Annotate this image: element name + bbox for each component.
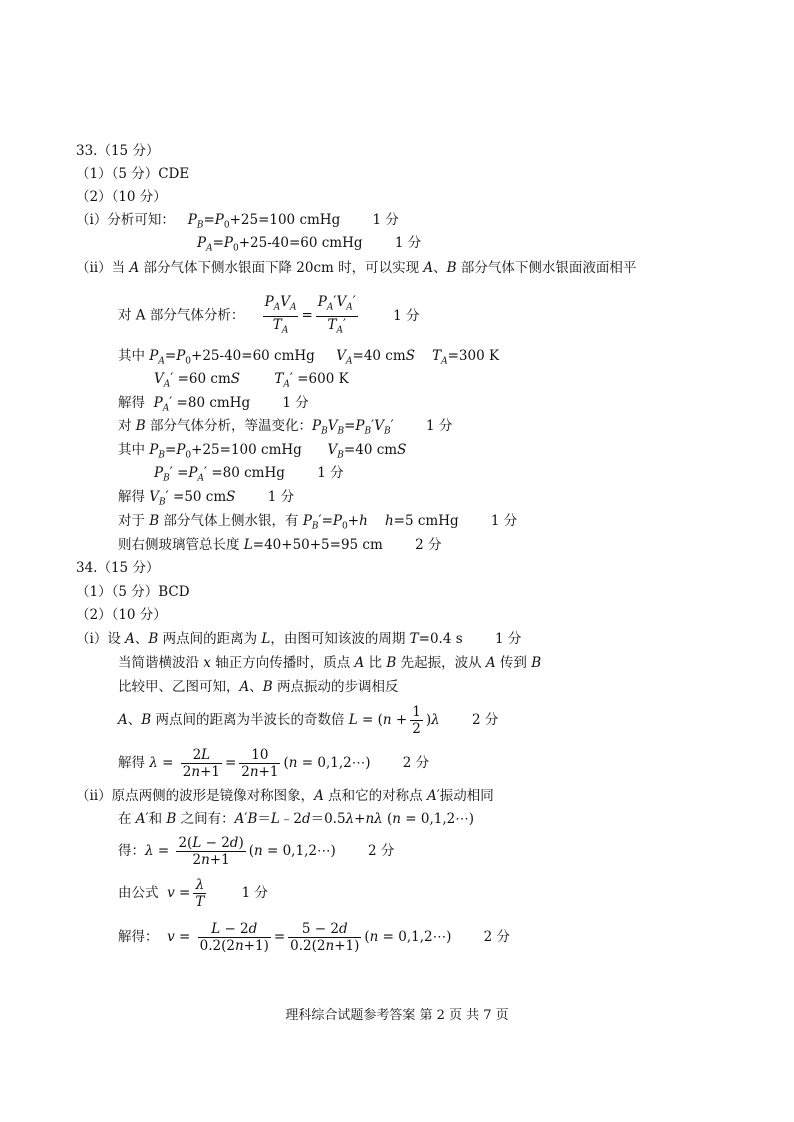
q34-i-line4: A、B 两点间的距离为半波长的奇数倍 L = (n + $\frac{1}{2}$ )λ 2 分: [118, 704, 499, 737]
q33-ii-c-points: 1 分: [490, 513, 518, 529]
q34-ii-line5: 解得： v = $\frac{L - 2d}{0.2(2n+1)}$ = $\frac{5 - 2d}{0.2(2n+1)}$ (n = 0,1,2⋯) 2 分: [118, 921, 511, 954]
q33-part2: （2）（10 分）: [76, 189, 167, 205]
q34-ii-line1: （ⅱ）原点两侧的波形是镜像对称图象，A 点和它的对称点 A′振动相同: [76, 788, 494, 804]
velocity-fraction-2: $\frac{5 - 2d}{0.2(2n+1)}$: [290, 921, 360, 954]
q33-part1: （1）（5 分）CDE: [76, 166, 190, 182]
q33-i-line1: [76, 211, 399, 235]
q33-ii-b-sol-points: 1 分: [267, 489, 295, 505]
q33-ii-b-line: 对 B 部分气体分析，等温变化：$P_BV_B=P_B'V_B'$ 1 分: [118, 418, 453, 437]
gas-law-right-fraction: $\frac{P_A'V_A'}{T_A'}$: [317, 294, 356, 336]
q33-ii-c-line: 对于 B 部分气体上侧水银，有 $P_B'=P_0+h$ h=5 cmHg 1 分: [118, 513, 518, 532]
gas-law-left-fraction: $\frac{P_AV_A}{T_A}$: [264, 294, 297, 336]
q33-heading: 33.（15 分）: [76, 143, 160, 159]
q34-ii-line4: 由公式 v = $\frac{\lambda}{T}$ 1 分: [118, 877, 269, 910]
q34-ii4-points: 1 分: [241, 885, 269, 901]
q33-ii-b-cond2: $P_B' =P_A' =80$ cmHg 1 分: [154, 465, 344, 484]
page-footer: 理科综合试题参考答案 第 2 页 共 7 页: [285, 1008, 509, 1023]
q33-ii-a-points: 1 分: [393, 307, 420, 324]
q34-i-line2: 当简谐横波沿 x 轴正方向传播时，质点 A 比 B 先起振，波从 A 传到 B: [118, 655, 542, 671]
lambda-fraction-1: $\frac{2L}{2n+1}$: [182, 747, 220, 780]
q33-ii-d-line: 则右侧玻璃管总长度 L=40+50+5=95 cm 2 分: [118, 537, 442, 553]
q33-ii-b-points: 1 分: [425, 418, 453, 434]
q34-heading: 34.（15 分）: [76, 560, 160, 576]
q33-ii-a-solution: 解得 $P_A' =80$ cmHg 1 分: [118, 395, 309, 414]
lambda-fraction-2: $\frac{10}{2n+1}$: [241, 747, 279, 780]
q33-ii-a-sol-points: 1 分: [282, 395, 309, 411]
q33-i-eq2-points: 1 分: [394, 235, 422, 251]
q34-part2: （2）（10 分）: [76, 607, 167, 623]
q34-i5-points: 2 分: [402, 755, 430, 771]
half-fraction: $\frac{1}{2}$: [412, 704, 421, 737]
q33-ii-a-cond1: 其中 $P_A=P_0+25-40=60$ cmHg $V_A=40$ cmS $T_A=300$ K: [118, 348, 500, 367]
lambda-fraction-3: $\frac{2(L - 2d)}{2n+1}$: [178, 835, 244, 868]
q33-ii-b-cond2-points: 1 分: [317, 465, 344, 481]
q34-i4-points: 2 分: [471, 712, 499, 728]
q33-i-label: （ⅰ）分析可知：: [76, 212, 175, 228]
q34-i-line3: 比较甲、乙图可知，A、B 两点振动的步调相反: [118, 679, 399, 695]
q33-i-eq2: $P_A=P_0+25-40=60$ cmHg: [197, 235, 363, 254]
q34-i1-points: 1 分: [494, 631, 522, 647]
q33-ii-d-points: 2 分: [415, 537, 442, 553]
q33-i-line2: [197, 234, 421, 258]
q34-i-line1: （ⅰ）设 A、B 两点间的距离为 L，由图可知该波的周期 T=0.4 s 1 分: [76, 631, 522, 647]
q33-ii-b-solution: 解得 $V_B' =50$ cmS 1 分: [118, 489, 295, 508]
q34-ii-line2: 在 A′和 B 之间有：A′B＝L﹣2d＝0.5λ+nλ (n = 0,1,2⋯): [118, 811, 474, 827]
q34-ii-line3: 得：λ = $\frac{2(L - 2d)}{2n+1}$ (n = 0,1,2⋯) 2 分: [118, 835, 395, 868]
q34-i-line5: 解得 λ = $\frac{2L}{2n+1}$ = $\frac{10}{2n+1}$ (n = 0,1,2⋯) 2 分: [118, 747, 430, 780]
q33-i-eq1-points: 1 分: [372, 212, 399, 228]
q33-ii-intro: （ⅱ）当 A 部分气体下侧水银面下降 20cm 时，可以实现 A、B 部分气体下侧水银面液面相平: [76, 260, 637, 276]
q34-ii5-points: 2 分: [483, 929, 511, 945]
q33-ii-b-cond1: 其中 $P_B=P_0+25=100$ cmHg $V_B=40$ cmS: [118, 442, 407, 461]
velocity-fraction: $\frac{\lambda}{T}$: [195, 877, 205, 910]
q33-ii-a-label: 对 A 部分气体分析：: [118, 307, 245, 324]
q34-part1: （1）（5 分）BCD: [76, 584, 190, 600]
q33-ii-a-cond2: $V_A' =60$ cmS $T_A' =600$ K: [154, 371, 349, 390]
q34-ii3-points: 2 分: [368, 843, 395, 859]
q33-i-eq1: $P_B=P_0+25=100$ cmHg: [187, 212, 341, 231]
q33-ii-a-line: 对 A 部分气体分析： $\frac{P_AV_A}{T_A}$ = $\frac{P_A'V_A'}{T_A'}$ 1 分: [118, 294, 419, 334]
velocity-fraction-1: $\frac{L - 2d}{0.2(2n+1)}$: [199, 921, 269, 954]
